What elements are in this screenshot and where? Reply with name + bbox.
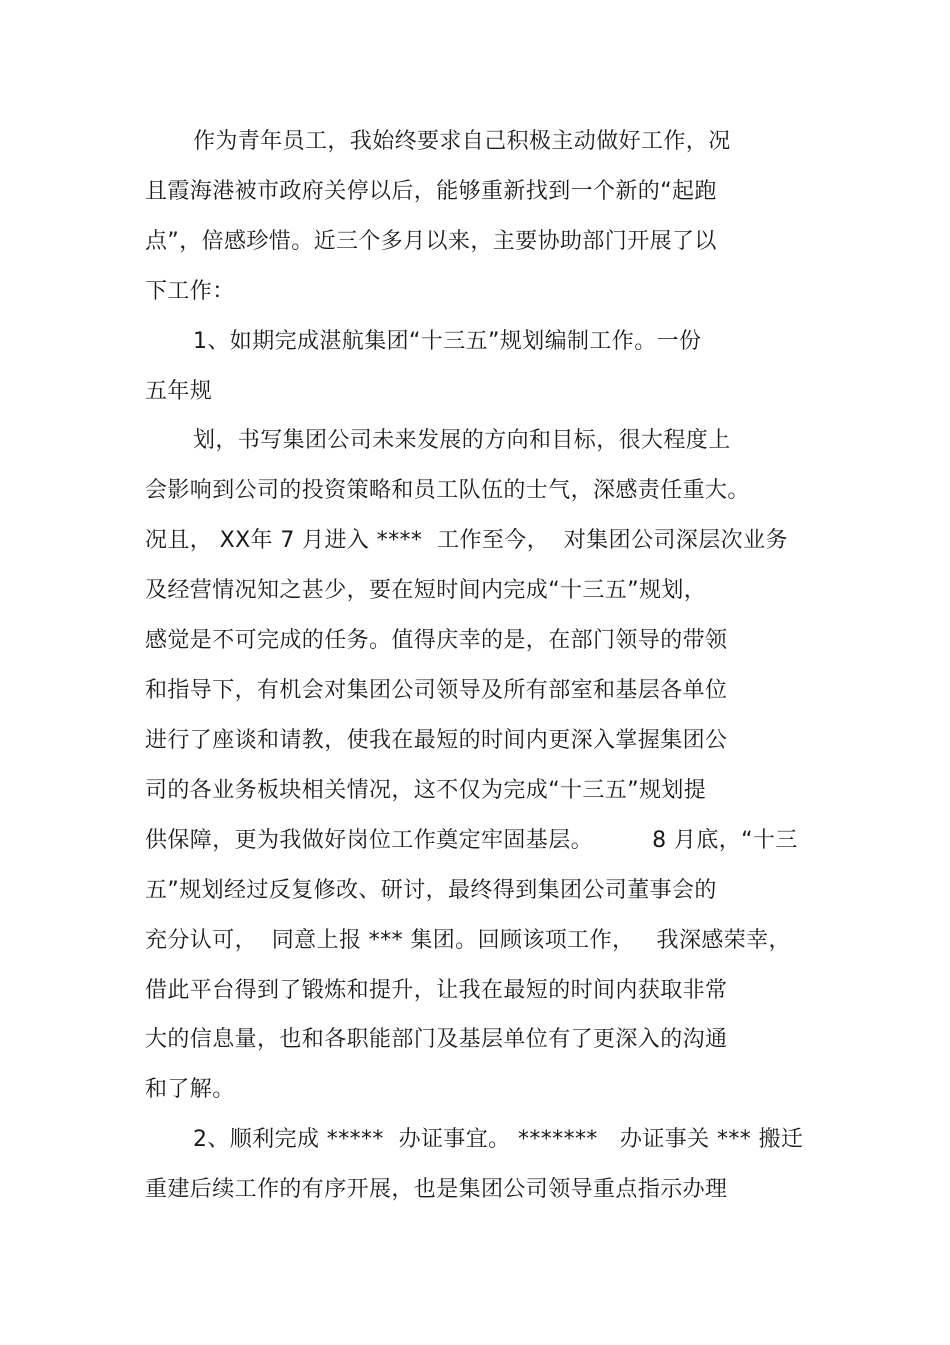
paragraph-line: 及经营情况知之甚少，要在短时间内完成“十三五”规划， [145,578,707,603]
paragraph-line: 点”，倍感珍惜。近三个多月以来，主要协助部门开展了以 [145,229,717,254]
paragraph-line: 作为青年员工，我始终要求自己积极主动做好工作，况 [193,129,731,154]
paragraph-line: 大的信息量，也和各职能部门及基层单位有了更深入的沟通 [145,1027,728,1052]
paragraph-line: 借此平台得到了锻炼和提升，让我在最短的时间内获取非常 [145,978,728,1003]
paragraph-line: 重建后续工作的有序开展，也是集团公司领导重点指示办理 [145,1177,728,1202]
paragraph-line: 五年规 [145,379,213,404]
paragraph-line: 2、顺利完成 ***** 办证事宜。 ******* 办证事关 *** 搬迁 [193,1127,804,1152]
paragraph-line: 和了解。 [145,1077,235,1102]
paragraph-line: 且霞海港被市政府关停以后，能够重新找到一个新的“起跑 [145,179,717,204]
paragraph-line: 况且， XX年 7 月进入 **** 工作至今， 对集团公司深层次业务 [145,528,788,553]
paragraph-line: 五”规划经过反复修改、研讨，最终得到集团公司董事会的 [145,878,717,903]
paragraph-line: 会影响到公司的投资策略和员工队伍的士气，深感责任重大。 [145,478,750,503]
paragraph-line: 充分认可， 同意上报 *** 集团。回顾该项工作， 我深感荣幸， [145,928,791,953]
paragraph-line: 划，书写集团公司未来发展的方向和目标，很大程度上 [193,428,731,453]
paragraph-line: 下工作： [145,279,235,304]
paragraph-line: 司的各业务板块相关情况，这不仅为完成“十三五”规划提 [145,778,707,803]
paragraph-line: 和指导下，有机会对集团公司领导及所有部室和基层各单位 [145,678,728,703]
paragraph-line: 进行了座谈和请教，使我在最短的时间内更深入掌握集团公 [145,728,728,753]
paragraph-line: 供保障，更为我做好岗位工作奠定牢固基层。 8 月底，“十三 [145,828,798,853]
paragraph-line: 1、如期完成湛航集团“十三五”规划编制工作。一份 [193,329,702,354]
paragraph-line: 感觉是不可完成的任务。值得庆幸的是，在部门领导的带领 [145,628,728,653]
